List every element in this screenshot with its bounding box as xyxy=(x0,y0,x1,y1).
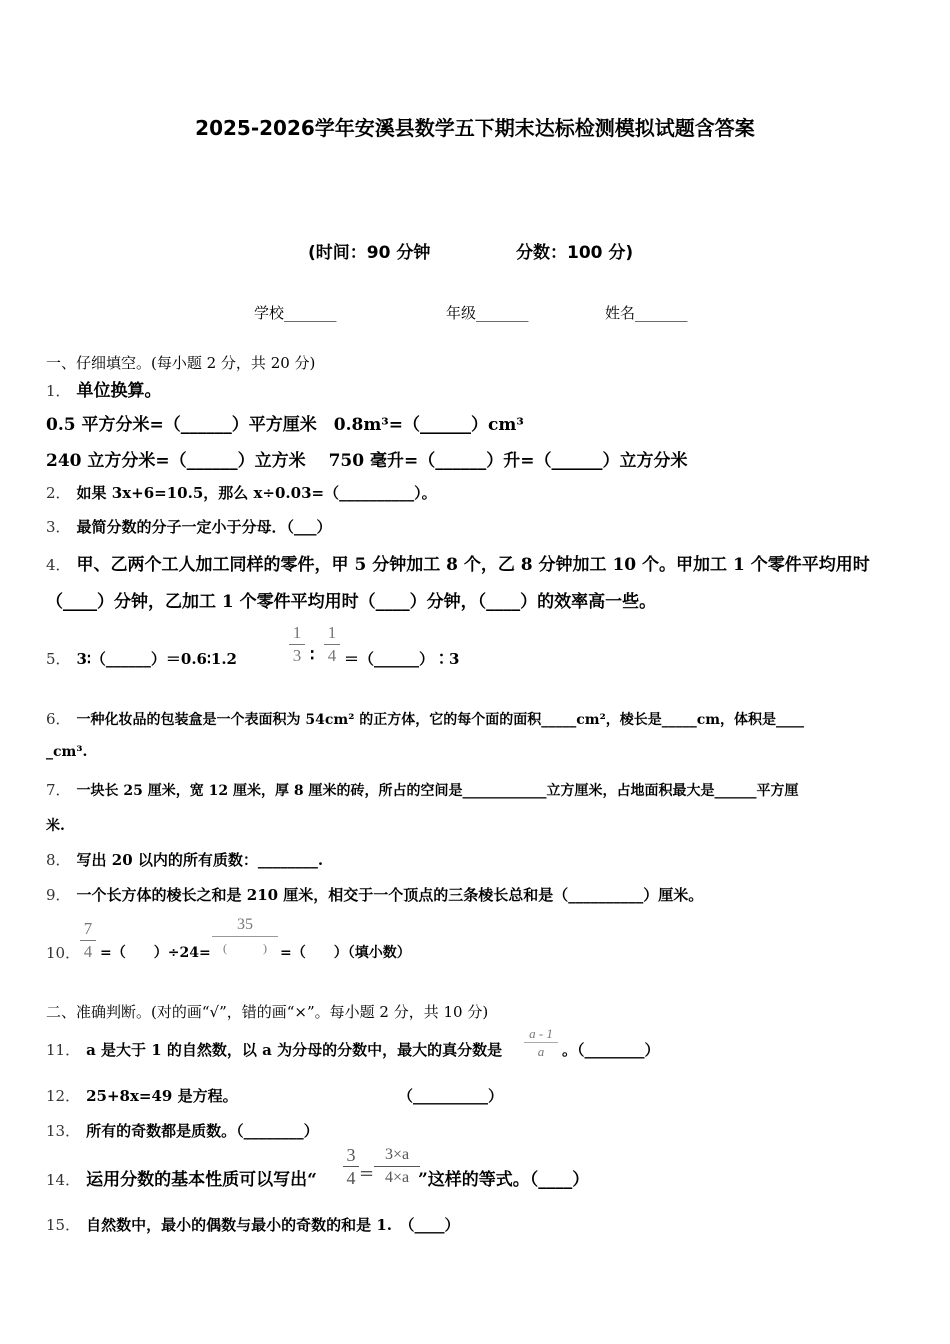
question-12-answer-blank: （__________） xyxy=(398,1087,504,1105)
question-text: 自然数中，最小的偶数与最小的奇数的和是 1. （____） xyxy=(86,1216,460,1234)
question-text-part-1: 3∶（______）＝0.6∶1.2 xyxy=(76,650,237,668)
question-text: 一块长 25 厘米，宽 12 厘米，厚 8 厘米的砖，所占的空间是____________立方厘米，占地面积最大是______平方厘 xyxy=(76,783,799,799)
question-number: 4． xyxy=(46,556,71,574)
question-4 xyxy=(46,550,870,575)
numerator: a - 1 xyxy=(529,1026,553,1041)
question-text: 一种化妆品的包装盒是一个表面积为 54cm² 的正方体，它的每个面的面积_____cm²，棱长是_____cm，体积是____ xyxy=(76,712,805,728)
question-10-part-2: =（ ）（填小数） xyxy=(280,945,411,961)
question-8 xyxy=(46,849,323,870)
fraction-bar xyxy=(324,644,340,645)
page-title: 2025-2026学年安溪县数学五下期末达标检测模拟试题含答案 xyxy=(195,116,755,140)
question-text: 25+8x=49 是方程。 xyxy=(86,1087,238,1105)
question-14-post: ”这样的等式。（____） xyxy=(418,1170,590,1190)
fraction-bar xyxy=(524,1042,558,1043)
question-11-tail: 。（________） xyxy=(562,1041,660,1059)
question-text: a 是大于 1 的自然数，以 a 为分母的分数中，最大的真分数是 xyxy=(86,1041,503,1059)
denominator: 4 xyxy=(327,646,337,665)
question-6 xyxy=(46,708,804,729)
question-number: 9． xyxy=(46,886,71,904)
question-number: 11． xyxy=(46,1041,81,1059)
fraction-bar xyxy=(212,936,278,937)
grade-field: 年级_______ xyxy=(446,304,529,322)
question-1-line-1: 0.5 平方分米=（______）平方厘米 0.8m³=（______）cm³ xyxy=(46,415,524,435)
equals-sign: = xyxy=(359,1163,375,1184)
fraction-bar xyxy=(289,644,305,645)
numerator: 1 xyxy=(292,623,302,642)
question-7 xyxy=(46,779,799,800)
school-field: 学校_______ xyxy=(254,304,337,322)
question-number: 5． xyxy=(46,650,71,668)
question-10-number: 10． xyxy=(46,944,81,962)
question-15 xyxy=(46,1214,459,1235)
question-14 xyxy=(46,1165,317,1190)
question-2 xyxy=(46,482,437,503)
exam-score: 分数：100 分) xyxy=(516,243,634,263)
question-text-pre: 运用分数的基本性质可以写出“ xyxy=(86,1170,317,1190)
question-text: 单位换算。 xyxy=(76,381,162,401)
question-number: 15． xyxy=(46,1216,81,1234)
fraction-bar xyxy=(80,940,96,941)
question-5 xyxy=(46,648,237,669)
question-number: 2． xyxy=(46,484,71,502)
question-5-part-2: ＝（______）∶3 xyxy=(344,650,460,668)
section-1-heading: 一、仔细填空。(每小题 2 分，共 20 分) xyxy=(46,354,316,372)
fraction-35-over-blank xyxy=(212,916,278,957)
fraction-seven-fourths xyxy=(80,920,96,961)
question-text: 最简分数的分子一定小于分母．（___） xyxy=(76,518,332,536)
question-number: 8． xyxy=(46,851,71,869)
denominator: 4 xyxy=(83,942,93,961)
question-number: 7． xyxy=(46,781,71,799)
question-10-part-1: =（ ）÷24= xyxy=(100,945,211,961)
fraction-one-fourth xyxy=(324,624,340,665)
question-13 xyxy=(46,1120,319,1141)
question-text: 所有的奇数都是质数。（________） xyxy=(86,1122,319,1140)
section-2-heading: 二、准确判断。(对的画“√”，错的画“×”。每小题 2 分，共 10 分) xyxy=(46,1003,489,1021)
fraction-three-fourths xyxy=(343,1146,359,1187)
question-9 xyxy=(46,884,703,905)
numerator: 3×a xyxy=(384,1146,410,1163)
fraction-bar xyxy=(343,1166,359,1167)
ratio-colon: ∶ xyxy=(310,646,315,666)
question-number: 14． xyxy=(46,1171,81,1189)
question-12 xyxy=(46,1085,238,1106)
question-1 xyxy=(46,376,162,401)
question-number: 6． xyxy=(46,710,71,728)
denominator: 3 xyxy=(292,646,302,665)
numerator: 35 xyxy=(237,916,253,933)
name-field: 姓名_______ xyxy=(605,304,688,322)
numerator: 7 xyxy=(83,919,93,938)
question-number: 12． xyxy=(46,1087,81,1105)
question-number: 3． xyxy=(46,518,71,536)
question-3 xyxy=(46,516,332,537)
fraction-bar xyxy=(374,1166,420,1167)
exam-time: (时间：90 分钟 xyxy=(308,243,431,263)
question-4-line-2: （____）分钟，乙加工 1 个零件平均用时（____）分钟，（____）的效率高一些。 xyxy=(46,592,657,612)
denominator: a xyxy=(537,1044,545,1059)
fraction-one-third xyxy=(289,624,305,665)
denominator: 4×a xyxy=(384,1169,410,1186)
question-text: 如果 3x+6=10.5，那么 x÷0.03=（__________）。 xyxy=(76,484,437,502)
question-text: 甲、乙两个工人加工同样的零件，甲 5 分钟加工 8 个，乙 8 分钟加工 10 个。甲加工 1 个零件平均用时 xyxy=(76,555,870,575)
question-11 xyxy=(46,1039,502,1060)
question-6-line-2: _cm³. xyxy=(46,744,88,760)
question-number: 1． xyxy=(46,382,71,400)
question-text: 写出 20 以内的所有质数：________. xyxy=(76,851,324,869)
numerator: 1 xyxy=(327,623,337,642)
question-7-line-2: 米. xyxy=(46,818,65,834)
denominator: 4 xyxy=(346,1168,356,1188)
question-number: 13． xyxy=(46,1122,81,1140)
fraction-a-minus-1-over-a xyxy=(524,1026,558,1059)
numerator: 3 xyxy=(346,1145,356,1165)
fraction-3a-over-4a xyxy=(374,1146,420,1187)
question-1-line-2: 240 立方分米=（______）立方米 750 毫升=（______）升=（______）立方分米 xyxy=(46,451,688,471)
question-text: 一个长方体的棱长之和是 210 厘米，相交于一个顶点的三条棱长总和是（__________）厘米。 xyxy=(76,886,704,904)
denominator: ( ) xyxy=(223,941,267,955)
